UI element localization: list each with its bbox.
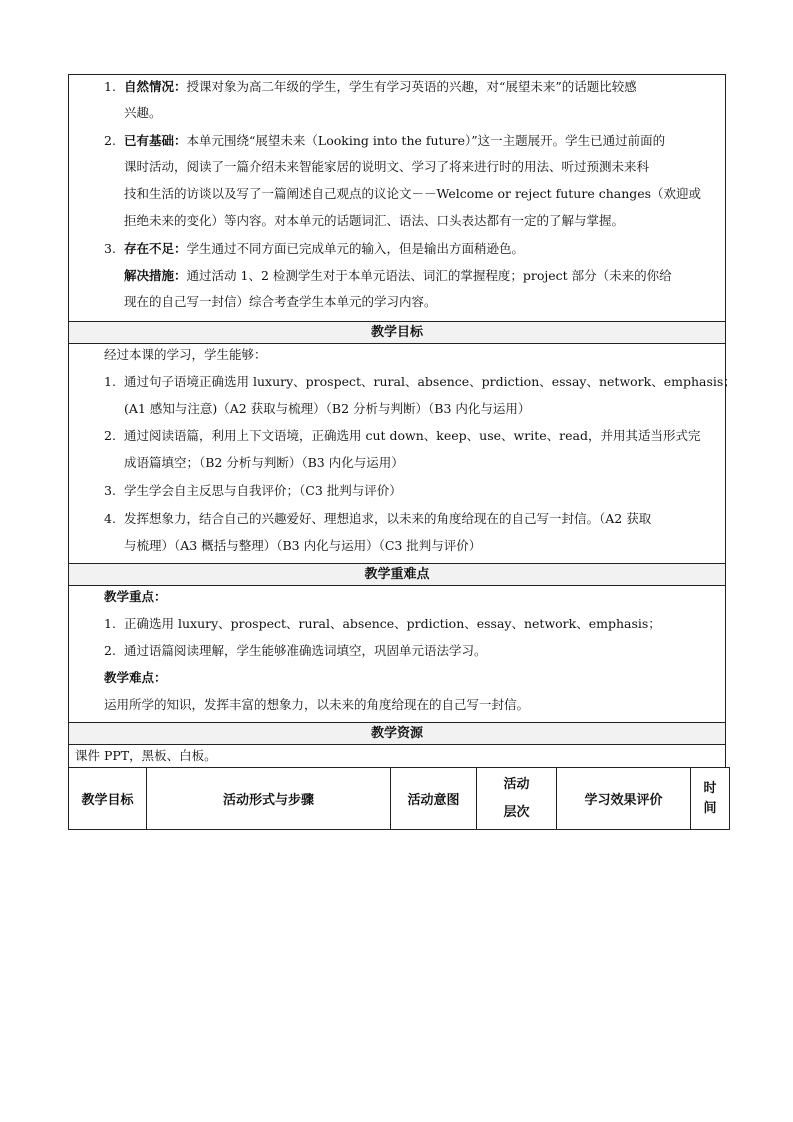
objectives-header bbox=[68, 321, 726, 344]
column-label: 教学目标 bbox=[81, 793, 134, 808]
objective-item-1-cont: (A1 感知与注意)（A2 获取与梳理）（B2 分析与判断）（B3 内化与运用） bbox=[124, 401, 531, 416]
focus-item-2: 通过语篇阅读理解，学生能够准确选词填空，巩固单元语法学习。 bbox=[124, 643, 487, 658]
focus-label bbox=[104, 587, 167, 607]
column-activity-steps bbox=[147, 768, 391, 829]
objective-item-2: 通过阅读语篇，利用上下文语境，正确选用 cut down、keep、use、write、read，并用其适当形式完 bbox=[124, 428, 701, 443]
text: 通过活动 1、2 检测学生对于本单元语法、词汇的掌握程度；project 部分（未来的你给 bbox=[186, 268, 672, 283]
header-text: 教学目标 bbox=[370, 325, 423, 340]
item-number: 4. bbox=[104, 511, 116, 526]
column-label: 活动 bbox=[503, 776, 530, 792]
analysis-item-3 bbox=[124, 239, 524, 259]
focus-item-1: 正确选用 luxury、prospect、rural、absence、prdiction、essay、network、emphasis； bbox=[124, 616, 661, 631]
column-label: 活动形式与步骤 bbox=[222, 793, 314, 808]
header-text: 教学重难点 bbox=[364, 567, 430, 582]
label: 自然情况： bbox=[124, 79, 187, 94]
item-number: 1. bbox=[104, 616, 116, 631]
item-number: 2. bbox=[104, 133, 116, 148]
label: 教学重点： bbox=[104, 589, 167, 604]
label: 存在不足： bbox=[124, 241, 187, 256]
analysis-item-1-cont: 兴趣。 bbox=[124, 105, 162, 120]
key-points-header bbox=[68, 563, 726, 586]
label: 教学难点： bbox=[104, 670, 167, 685]
column-label: 活动意图 bbox=[407, 793, 460, 808]
column-label: 层次 bbox=[503, 804, 530, 820]
analysis-item-2-cont: 技和生活的访谈以及写了一篇阐述自己观点的议论文－－Welcome or reject future changes（欢迎或 bbox=[124, 186, 702, 201]
objective-item-2-cont: 成语篇填空；（B2 分析与判断）（B3 内化与运用） bbox=[124, 455, 404, 470]
column-activity-level bbox=[477, 768, 557, 829]
solution-label: 解决措施： bbox=[124, 268, 187, 283]
column-label: 学习效果评价 bbox=[584, 793, 663, 808]
column-label: 时 bbox=[703, 780, 717, 796]
objective-item-1: 通过句子语境正确选用 luxury、prospect、rural、absence、prdiction、essay、network、emphasis； bbox=[124, 374, 736, 389]
analysis-item-2 bbox=[124, 131, 665, 151]
analysis-item-1 bbox=[124, 77, 637, 97]
item-number: 1. bbox=[104, 79, 116, 94]
objective-item-4: 发挥想象力，结合自己的兴趣爱好、理想追求，以未来的角度给现在的自己写一封信。（A2 获取 bbox=[124, 511, 652, 526]
difficulty-text: 运用所学的知识，发挥丰富的想象力，以未来的角度给现在的自己写一封信。 bbox=[104, 697, 530, 712]
objectives-intro: 经过本课的学习，学生能够： bbox=[104, 347, 267, 362]
column-learning-evaluation bbox=[557, 768, 691, 829]
label: 已有基础： bbox=[124, 133, 187, 148]
column-time bbox=[691, 768, 729, 829]
resources-text: 课件 PPT，黑板、白板。 bbox=[75, 748, 217, 763]
objective-item-4-cont: 与梳理）（A3 概括与整理）（B3 内化与运用）（C3 批判与评价） bbox=[124, 538, 482, 553]
item-number: 3. bbox=[104, 241, 116, 256]
item-number: 2. bbox=[104, 643, 116, 658]
analysis-item-2-cont: 拒绝未来的变化）等内容。对本单元的话题词汇、语法、口头表达都有一定的了解与掌握。 bbox=[124, 213, 625, 228]
analysis-item-2-cont: 课时活动，阅读了一篇介绍未来智能家居的说明文、学习了将来进行时的用法、听过预测未来科 bbox=[124, 159, 650, 174]
solution-line bbox=[124, 266, 672, 286]
difficulty-label bbox=[104, 668, 167, 688]
resources-header bbox=[68, 722, 726, 745]
objective-item-3: 学生学会自主反思与自我评价；（C3 批判与评价） bbox=[124, 483, 402, 498]
column-label: 间 bbox=[703, 800, 717, 816]
text: 授课对象为高二年级的学生，学生有学习英语的兴趣，对“展望未来”的话题比较感 bbox=[186, 79, 637, 94]
header-text: 教学资源 bbox=[370, 726, 423, 741]
item-number: 2. bbox=[104, 428, 116, 443]
column-teaching-objective bbox=[69, 768, 147, 829]
item-number: 1. bbox=[104, 374, 116, 389]
activity-table-header bbox=[68, 767, 730, 830]
column-activity-intent bbox=[391, 768, 477, 829]
solution-line-cont: 现在的自己写一封信）综合考查学生本单元的学习内容。 bbox=[124, 294, 437, 309]
text: 学生通过不同方面已完成单元的输入，但是输出方面稍逊色。 bbox=[186, 241, 525, 256]
text: 本单元围绕“展望未来（Looking into the future）”这一主题展开。学生已通过前面的 bbox=[186, 133, 666, 148]
item-number: 3. bbox=[104, 483, 116, 498]
